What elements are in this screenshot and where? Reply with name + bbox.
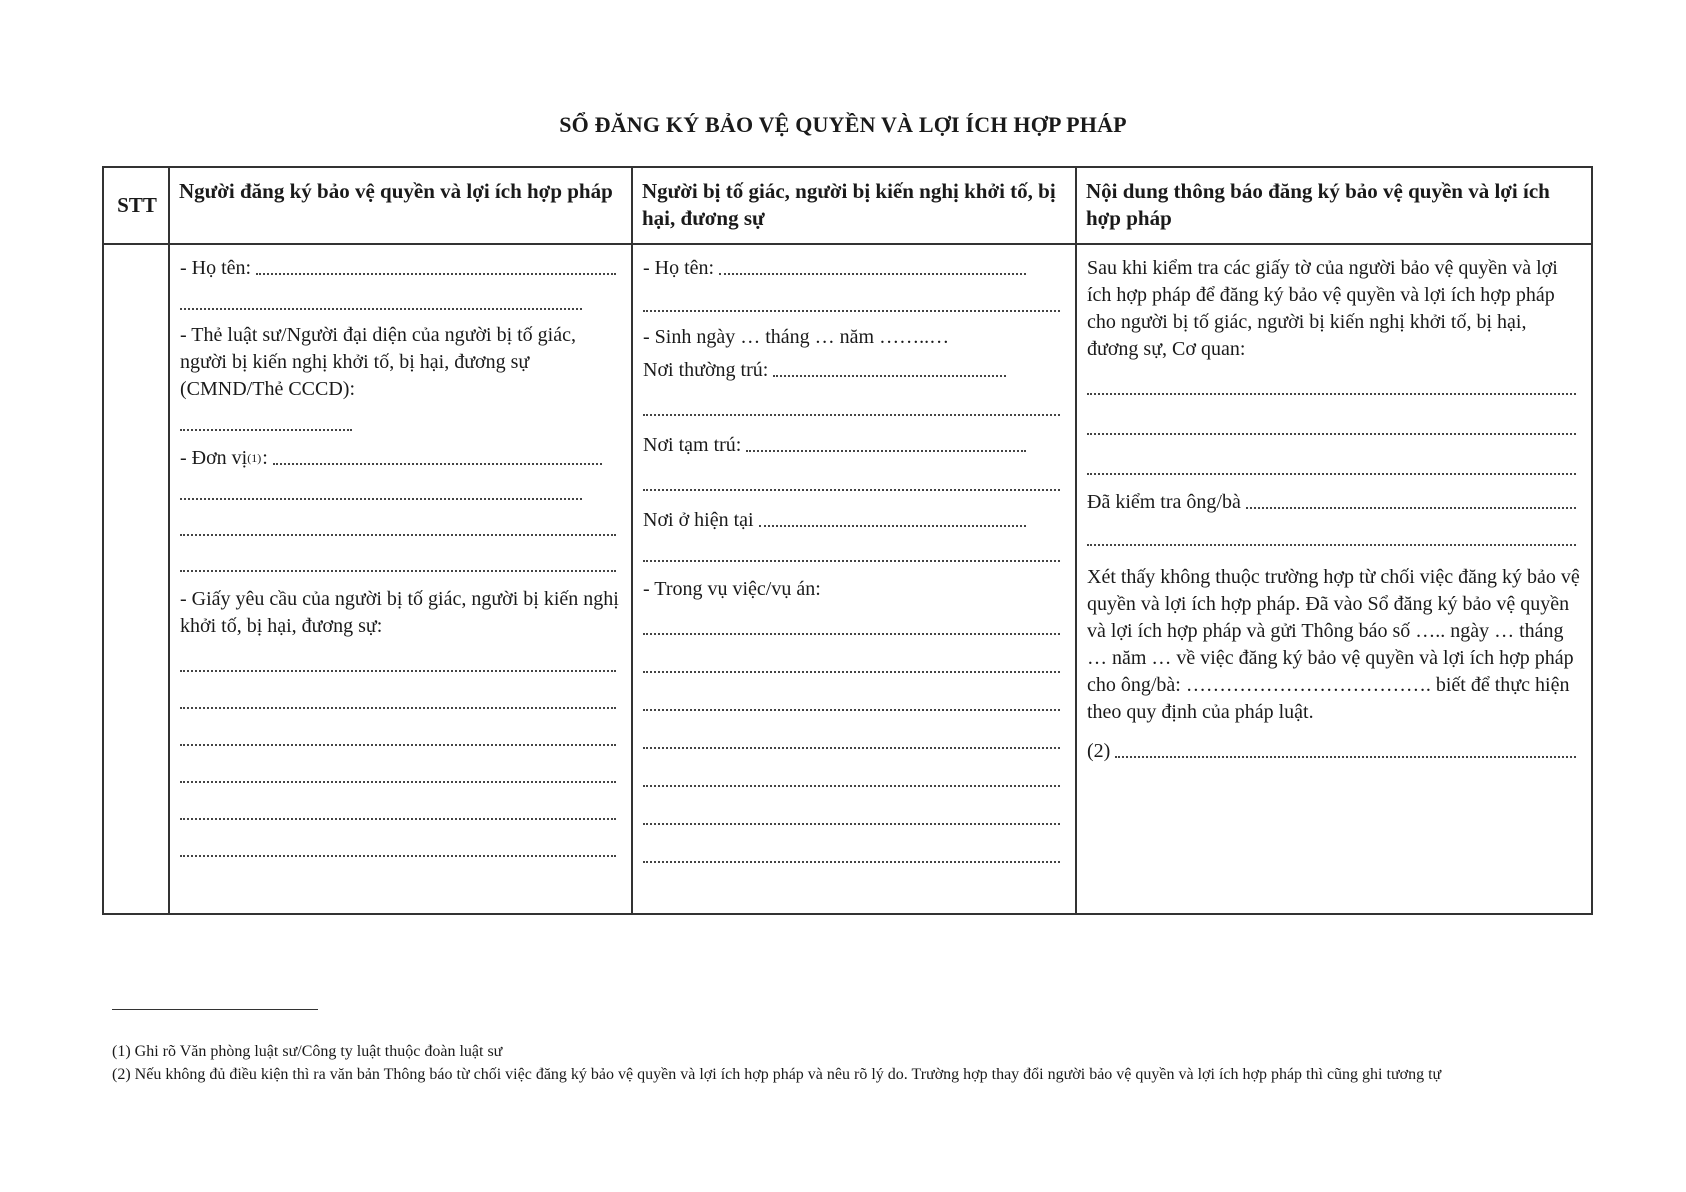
notice-column bbox=[1077, 168, 1591, 913]
party-name-line[interactable] bbox=[643, 255, 1066, 282]
fill-line[interactable] bbox=[180, 282, 622, 318]
fill-line[interactable] bbox=[643, 795, 1066, 833]
fill-line[interactable] bbox=[180, 680, 622, 717]
fill-line[interactable] bbox=[643, 643, 1066, 681]
footnote-ref-1: (1) bbox=[247, 451, 262, 465]
checked-person-label: Đã kiểm tra ông/bà bbox=[1087, 491, 1241, 513]
fill-line[interactable] bbox=[180, 754, 622, 791]
unit-line[interactable]: - Đơn vị (1) : bbox=[180, 445, 622, 472]
registration-table bbox=[102, 166, 1593, 915]
registrant-name-line[interactable] bbox=[180, 255, 622, 282]
footnote-1: (1) Ghi rõ Văn phòng luật sư/Công ty luật thuộc đoàn luật sư bbox=[112, 1043, 503, 1060]
permanent-residence-label: Nơi thường trú: bbox=[643, 359, 769, 381]
fill-line[interactable] bbox=[1087, 363, 1582, 403]
fill-line[interactable] bbox=[180, 544, 622, 580]
fill-line[interactable] bbox=[180, 403, 622, 439]
fill-line[interactable] bbox=[643, 757, 1066, 795]
notice-conclusion: Xét thấy không thuộc trường hợp từ chối việc đăng ký bảo vệ quyền và lợi ích hợp pháp. Đã vào Sổ đăng ký bảo vệ quyền và lợi ích hợp pháp và gửi Thông báo số ….. ngày … tháng … năm … về việc đăng ký bảo vệ quyền và lợi ích hợp pháp cho ông/bà: ………………………………. biết để thực hiện theo quy định của pháp luật. bbox=[1087, 566, 1580, 723]
registrant-body bbox=[170, 245, 631, 913]
fill-line[interactable] bbox=[1087, 443, 1582, 483]
temporary-residence-label: Nơi tạm trú: bbox=[643, 434, 742, 456]
fill-line[interactable] bbox=[180, 717, 622, 754]
temporary-residence-line[interactable] bbox=[643, 432, 1066, 459]
fill-line[interactable] bbox=[1087, 403, 1582, 443]
fill-line[interactable] bbox=[643, 719, 1066, 757]
header-notice: Nội dung thông báo đăng ký bảo vệ quyền và lợi ích hợp pháp bbox=[1086, 179, 1550, 230]
permanent-residence-line[interactable] bbox=[643, 357, 1066, 384]
unit-label: - Đơn vị bbox=[180, 447, 248, 469]
fill-line[interactable] bbox=[643, 681, 1066, 719]
current-residence-line[interactable] bbox=[643, 507, 1066, 534]
notice-intro: Sau khi kiểm tra các giấy tờ của người bảo vệ quyền và lợi ích hợp pháp để đăng ký bảo vệ quyền và lợi ích hợp pháp cho người bị tố giác, người bị kiến nghị khởi tố, bị hại, đương sự, Cơ quan: bbox=[1087, 257, 1558, 360]
stt-column bbox=[104, 168, 170, 913]
fill-line[interactable] bbox=[180, 508, 622, 544]
birth-date-label: - Sinh ngày … tháng … năm ……..… bbox=[643, 326, 950, 348]
notice-body bbox=[1077, 245, 1591, 913]
fill-line[interactable] bbox=[180, 472, 622, 508]
header-stt: STT bbox=[117, 193, 157, 217]
page-title: SỔ ĐĂNG KÝ BẢO VỆ QUYỀN VÀ LỢI ÍCH HỢP PHÁP bbox=[559, 112, 1127, 137]
fill-line[interactable] bbox=[180, 828, 622, 865]
fill-line[interactable] bbox=[1087, 516, 1582, 554]
request-letter-label: - Giấy yêu cầu của người bị tố giác, người bị kiến nghị khởi tố, bị hại, đương sự: bbox=[180, 588, 619, 637]
fill-line[interactable] bbox=[643, 603, 1066, 643]
registrant-name-label: - Họ tên: bbox=[180, 257, 252, 279]
note-2-line[interactable] bbox=[1087, 738, 1582, 765]
fill-line[interactable] bbox=[643, 384, 1066, 424]
header-registrant: Người đăng ký bảo vệ quyền và lợi ích hợp pháp bbox=[179, 179, 613, 203]
note-2-label: (2) bbox=[1087, 740, 1111, 762]
fill-line[interactable] bbox=[643, 534, 1066, 570]
checked-person-line[interactable] bbox=[1087, 489, 1582, 516]
current-residence-label: Nơi ở hiện tại bbox=[643, 509, 754, 531]
fill-line[interactable] bbox=[643, 282, 1066, 320]
header-party: Người bị tố giác, người bị kiến nghị khởi tố, bị hại, đương sự bbox=[642, 179, 1056, 230]
registrant-column bbox=[170, 168, 633, 913]
case-label: - Trong vụ việc/vụ án: bbox=[643, 578, 821, 600]
lawyer-card-label: - Thẻ luật sư/Người đại diện của người bị tố giác, người bị kiến nghị khởi tố, bị hại, đương sự (CMND/Thẻ CCCD): bbox=[180, 324, 576, 400]
fill-line[interactable] bbox=[180, 791, 622, 828]
fill-line[interactable] bbox=[643, 459, 1066, 499]
party-name-label: - Họ tên: bbox=[643, 257, 715, 279]
footnotes bbox=[112, 1040, 1572, 1086]
footnote-2: (2) Nếu không đủ điều kiện thì ra văn bản Thông báo từ chối việc đăng ký bảo vệ quyền và lợi ích hợp pháp và nêu rõ lý do. Trường hợp thay đổi người bảo vệ quyền và lợi ích hợp pháp thì cũng ghi tương tự bbox=[112, 1066, 1442, 1083]
fill-line[interactable] bbox=[180, 640, 622, 680]
party-body bbox=[633, 245, 1075, 913]
fill-line[interactable] bbox=[643, 833, 1066, 871]
party-column bbox=[633, 168, 1077, 913]
footnote-divider bbox=[112, 1009, 318, 1010]
